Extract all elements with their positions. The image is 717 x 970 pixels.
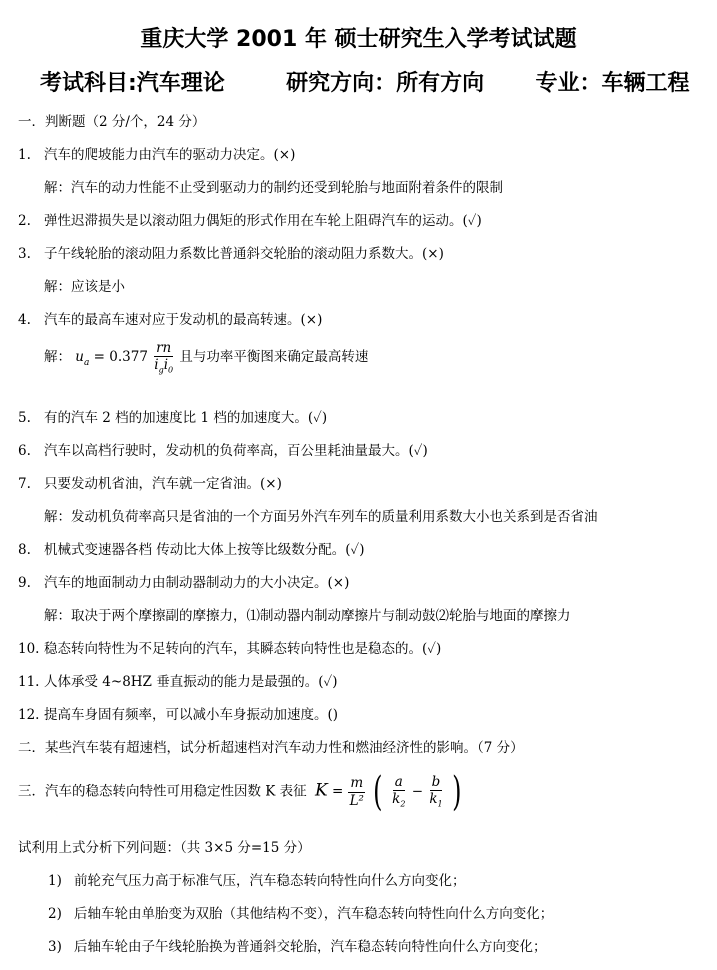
question-item: 4. 汽车的最高车速对应于发动机的最高转速。(×) — [18, 312, 323, 328]
question-item: 1) 前轮充气压力高于标准气压，汽车稳态转向特性向什么方向变化； — [48, 873, 466, 889]
section3-intro: 试利用上式分析下列问题：（共 3×5 分=15 分） — [18, 840, 311, 856]
question-item: 1. 汽车的爬坡能力由汽车的驱动力决定。(×) — [18, 147, 296, 163]
exam-title: 重庆大学 2001 年 硕士研究生入学考试试题 — [140, 27, 577, 52]
section3-heading: 三．汽车的稳态转向特性可用稳定性因数 K 表征 K = $\frac{m}{\text{L²}}$ ( $\frac{a}{k_2}$ − $\frac{b}{k_1}$ ) — [18, 772, 465, 812]
question-item: 7. 只要发动机省油，汽车就一定省油。(×) — [18, 476, 282, 492]
research-direction: 研究方向：所有方向 — [286, 71, 485, 96]
question-item: 2. 弹性迟滞损失是以滚动阻力偶矩的形式作用在车轮上阻碍汽车的运动。(✓) — [18, 213, 482, 229]
section1-heading: 一．判断题（2 分/个，24 分） — [18, 114, 206, 130]
question-item: 10. 稳态转向特性为不足转向的汽车，其瞬态转向特性也是稳态的。(✓) — [18, 641, 442, 657]
section2-heading: 二．某些汽车装有超速档，试分析超速档对汽车动力性和燃油经济性的影响。（7 分） — [18, 740, 524, 756]
question-item: 6. 汽车以高档行驶时，发动机的负荷率高，百公里耗油量最大。(✓) — [18, 443, 428, 459]
exam-header-line — [40, 66, 690, 97]
question-item: 11. 人体承受 4~8HZ 垂直振动的能力是最强的。(✓) — [18, 674, 338, 690]
question-item: 8. 机械式变速器各档 传动比大体上按等比级数分配。(✓) — [18, 542, 365, 558]
answer-note: 解：发动机负荷率高只是省油的一个方面另外汽车列车的质量利用系数大小也关系到是否省油 — [44, 509, 598, 525]
answer-note: 解：取决于两个摩擦副的摩擦力，⑴制动器内制动摩擦片与制动鼓⑵轮胎与地面的摩擦力 — [44, 608, 571, 624]
question-item: 9. 汽车的地面制动力由制动器制动力的大小决定。(×) — [18, 575, 350, 591]
question-item: 2) 后轴车轮由单胎变为双胎（其他结构不变），汽车稳态转向特性向什么方向变化； — [48, 906, 554, 922]
stability-factor-formula: K = $\frac{m}{\text{L²}}$ ( $\frac{a}{k_2}$ − $\frac{b}{k_1}$ ) — [314, 769, 462, 815]
exam-subject: 考试科目:汽车理论 — [40, 71, 225, 96]
question-item: 3. 子午线轮胎的滚动阻力系数比普通斜交轮胎的滚动阻力系数大。(×) — [18, 246, 444, 262]
question-item: 5. 有的汽车 2 档的加速度比 1 档的加速度大。(✓) — [18, 410, 328, 426]
formula-max-speed: 解： $u_a = 0.377$ $\frac{rn}{i_gi_0}$ 且与功率平衡图来确定最高转速 — [44, 340, 369, 375]
major: 专业：车辆工程 — [535, 71, 690, 96]
answer-note: 解：汽车的动力性能不止受到驱动力的制约还受到轮胎与地面附着条件的限制 — [44, 180, 503, 196]
answer-note: 解：应该是小 — [44, 279, 125, 295]
question-item: 3) 后轴车轮由子午线轮胎换为普通斜交轮胎，汽车稳态转向特性向什么方向变化； — [48, 939, 547, 955]
question-item: 12. 提高车身固有频率，可以减小车身振动加速度。() — [18, 707, 339, 723]
